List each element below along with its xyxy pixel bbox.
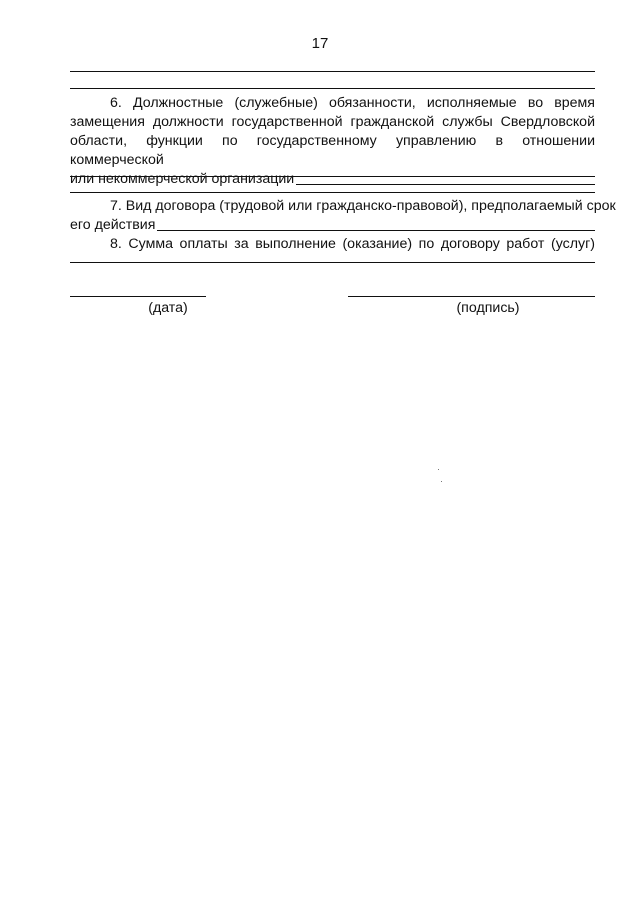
blank-line [70,262,595,263]
date-label: (дата) [148,300,188,316]
page-number: 17 [311,35,329,52]
section-6-line-2: замещения должности государственной гражданской службы Свердловской [70,114,595,130]
section-7-line-2-row [70,216,595,235]
section-7-line-1: 7. Вид договора (трудовой или гражданско-правовой), предполагаемый срок [110,198,616,214]
section-6-paragraph [70,94,595,189]
signature-line [348,296,595,297]
section-7-line-2: его действия [70,217,156,233]
blank-line [70,88,595,89]
section-6-line-3: области, функции по государственному управлению в отношении коммерческой [70,133,595,168]
section-6-line-4: или некоммерческой организации [70,171,295,187]
section-6-line-4-row [70,170,595,189]
blank-line [70,176,595,177]
signature-label: (подпись) [456,300,520,316]
section-8-paragraph [70,235,595,254]
blank-line [70,192,595,193]
section-8-line-1: 8. Сумма оплаты за выполнение (оказание) по договору работ (услуг) [110,236,595,252]
scan-speck [441,481,442,482]
date-line [70,296,206,297]
blank-line [70,71,595,72]
section-7-paragraph [70,197,616,235]
section-6-line-1: 6. Должностные (служебные) обязанности, исполняемые во время [110,95,595,111]
fill-in-line [296,184,595,185]
scan-speck [438,469,439,470]
fill-in-line [157,230,595,231]
